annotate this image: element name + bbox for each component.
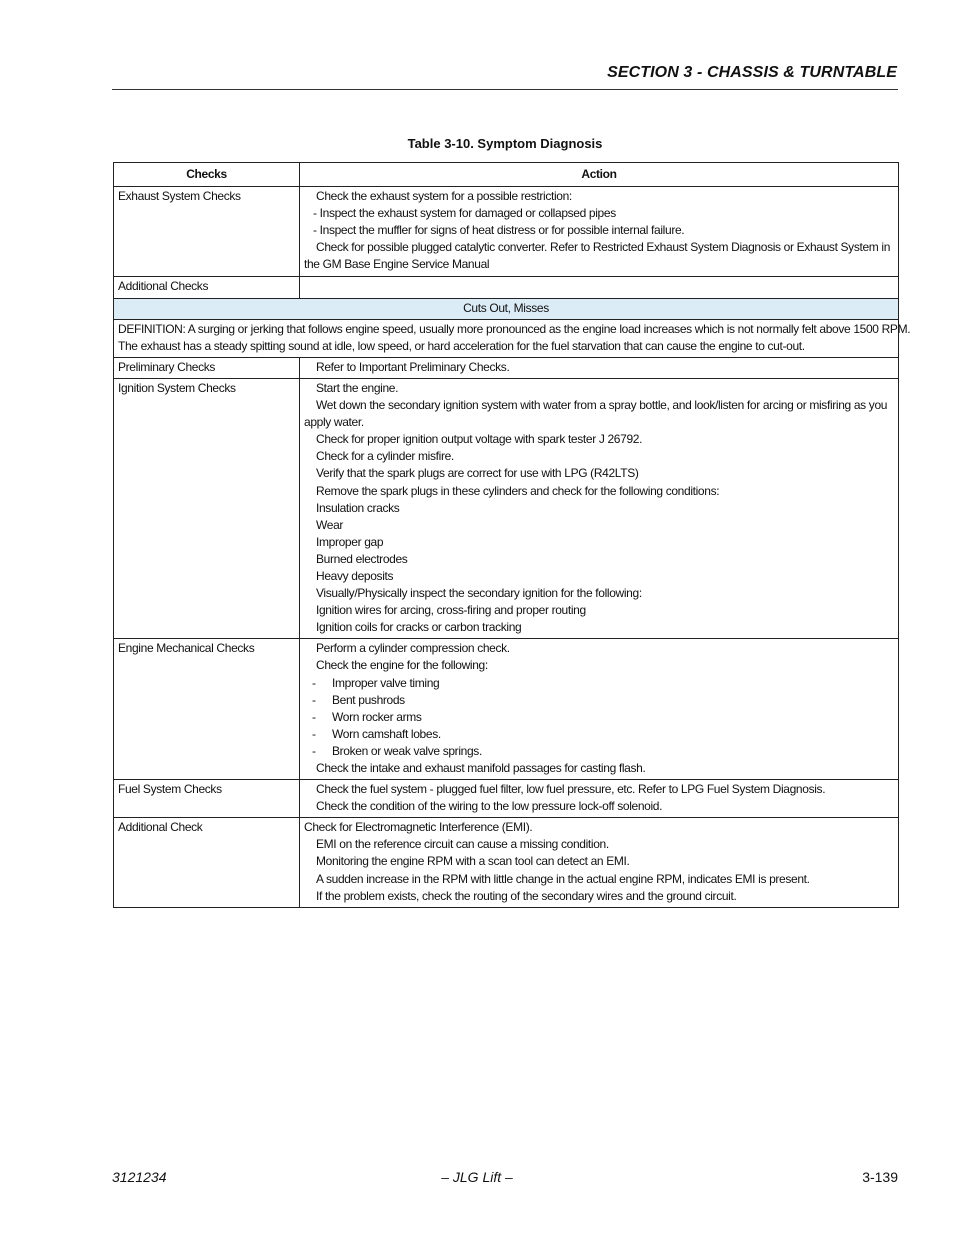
- action-line: Remove the spark plugs in these cylinders and check for the following conditions:: [316, 483, 720, 498]
- check-cell: Exhaust System Checks: [114, 187, 300, 276]
- dash-marker: -: [312, 675, 316, 690]
- action-line: Start the engine.: [316, 380, 399, 395]
- action-line: Check the intake and exhaust manifold passages for casting flash.: [316, 761, 646, 775]
- action-line: Visually/Physically inspect the secondary ignition for the following:: [316, 586, 642, 601]
- action-line: Wet down the secondary ignition system with water from a spray bottle, and look/listen for arcing or misfiring as you: [316, 398, 888, 413]
- action-line: Check for Electromagnetic Interference (EMI).: [304, 820, 533, 835]
- action-line: Burned electrodes: [316, 551, 408, 566]
- action-line: Ignition coils for cracks or carbon tracking: [316, 620, 522, 635]
- check-cell: Engine Mechanical Checks: [114, 639, 300, 780]
- dash-marker: -: [312, 743, 316, 758]
- action-line: Check the engine for the following:: [316, 658, 488, 673]
- action-line: Check the condition of the wiring to the low pressure lock-off solenoid.: [316, 799, 663, 814]
- action-line: Wear: [316, 517, 344, 532]
- action-line-text: Worn camshaft lobes.: [332, 726, 441, 741]
- table-row: [114, 639, 899, 780]
- action-line-text: Broken or weak valve springs.: [332, 743, 482, 758]
- column-header-checks: Checks: [114, 163, 300, 187]
- action-cell: [300, 357, 899, 378]
- action-line-text: Improper valve timing: [332, 675, 440, 690]
- action-line: A sudden increase in the RPM with little change in the actual engine RPM, indicates EMI is present.: [316, 871, 810, 886]
- check-cell: Ignition System Checks: [114, 378, 300, 638]
- check-cell: Additional Check: [114, 818, 300, 907]
- check-cell: Additional Checks: [114, 276, 300, 298]
- section-banner-row: [114, 298, 899, 319]
- table-row: [114, 357, 899, 378]
- action-line: Verify that the spark plugs are correct for use with LPG (R42LTS): [316, 466, 639, 481]
- action-line: Check the exhaust system for a possible restriction:: [316, 189, 572, 204]
- table-row: [114, 187, 899, 276]
- action-line-text: Bent pushrods: [332, 692, 405, 707]
- symptom-diagnosis-table: [113, 162, 911, 908]
- check-cell: Preliminary Checks: [114, 357, 300, 378]
- action-line: - Inspect the muffler for signs of heat distress or for possible internal failure.: [313, 223, 685, 238]
- action-cell: [300, 187, 899, 276]
- definition-cell: [114, 319, 911, 357]
- doc-number: 3121234: [112, 1169, 167, 1185]
- table-row: [114, 780, 899, 818]
- action-line: Heavy deposits: [316, 568, 394, 583]
- table-row: [114, 818, 899, 907]
- action-line: [304, 709, 894, 726]
- footer-center: – JLG Lift –: [441, 1169, 513, 1185]
- action-cell: [300, 780, 899, 818]
- header-divider: [112, 89, 898, 90]
- action-cell: [300, 639, 899, 780]
- action-line: Check the fuel system - plugged fuel filter, low fuel pressure, etc. Refer to LPG Fuel System Diagnosis.: [316, 782, 826, 797]
- dash-marker: -: [312, 726, 316, 741]
- action-line: Improper gap: [316, 534, 384, 549]
- action-line: Monitoring the engine RPM with a scan tool can detect an EMI.: [316, 854, 630, 869]
- action-line: [304, 692, 894, 709]
- action-line: [304, 726, 894, 743]
- action-line: Perform a cylinder compression check.: [316, 641, 510, 656]
- action-cell: [300, 276, 899, 298]
- action-line: [304, 743, 894, 760]
- action-line-text: Worn rocker arms: [332, 709, 422, 724]
- table-caption: Table 3-10. Symptom Diagnosis: [407, 136, 603, 151]
- action-line: Check for possible plugged catalytic converter. Refer to Restricted Exhaust System Diagnosis or Exhaust System in: [316, 240, 891, 255]
- action-line: Insulation cracks: [316, 500, 400, 515]
- definition-line: The exhaust has a steady spitting sound at idle, low speed, or hard acceleration for the fuel starvation that can cause the engine to cut-out.: [118, 338, 805, 353]
- action-line: Refer to Important Preliminary Checks.: [316, 359, 510, 374]
- action-line: If the problem exists, check the routing of the secondary wires and the ground circuit.: [316, 888, 737, 903]
- table-row: [114, 276, 899, 298]
- action-line: the GM Base Engine Service Manual: [304, 257, 490, 272]
- action-line: Check for a cylinder misfire.: [316, 449, 454, 464]
- action-line: EMI on the reference circuit can cause a missing condition.: [316, 837, 609, 852]
- definition-line: DEFINITION: A surging or jerking that follows engine speed, usually more pronounced as the engine load increases which is not normally felt above 1500 RPM.: [118, 321, 911, 336]
- check-cell: Fuel System Checks: [114, 780, 300, 818]
- action-line: [304, 675, 894, 692]
- action-cell: [300, 378, 899, 638]
- table-header-row: [114, 163, 899, 187]
- action-line: - Inspect the exhaust system for damaged or collapsed pipes: [313, 206, 616, 221]
- column-header-action: Action: [300, 163, 899, 187]
- action-line: Check for proper ignition output voltage with spark tester J 26792.: [316, 432, 643, 447]
- definition-row: [114, 319, 899, 357]
- dash-marker: -: [312, 709, 316, 724]
- page-number: 3-139: [862, 1169, 898, 1185]
- section-banner: Cuts Out, Misses: [114, 298, 899, 319]
- table-row: [114, 378, 899, 638]
- action-line: Ignition wires for arcing, cross-firing and proper routing: [316, 603, 586, 618]
- section-title: SECTION 3 - CHASSIS & TURNTABLE: [607, 64, 897, 81]
- action-line: apply water.: [304, 415, 364, 430]
- dash-marker: -: [312, 692, 316, 707]
- action-cell: [300, 818, 899, 907]
